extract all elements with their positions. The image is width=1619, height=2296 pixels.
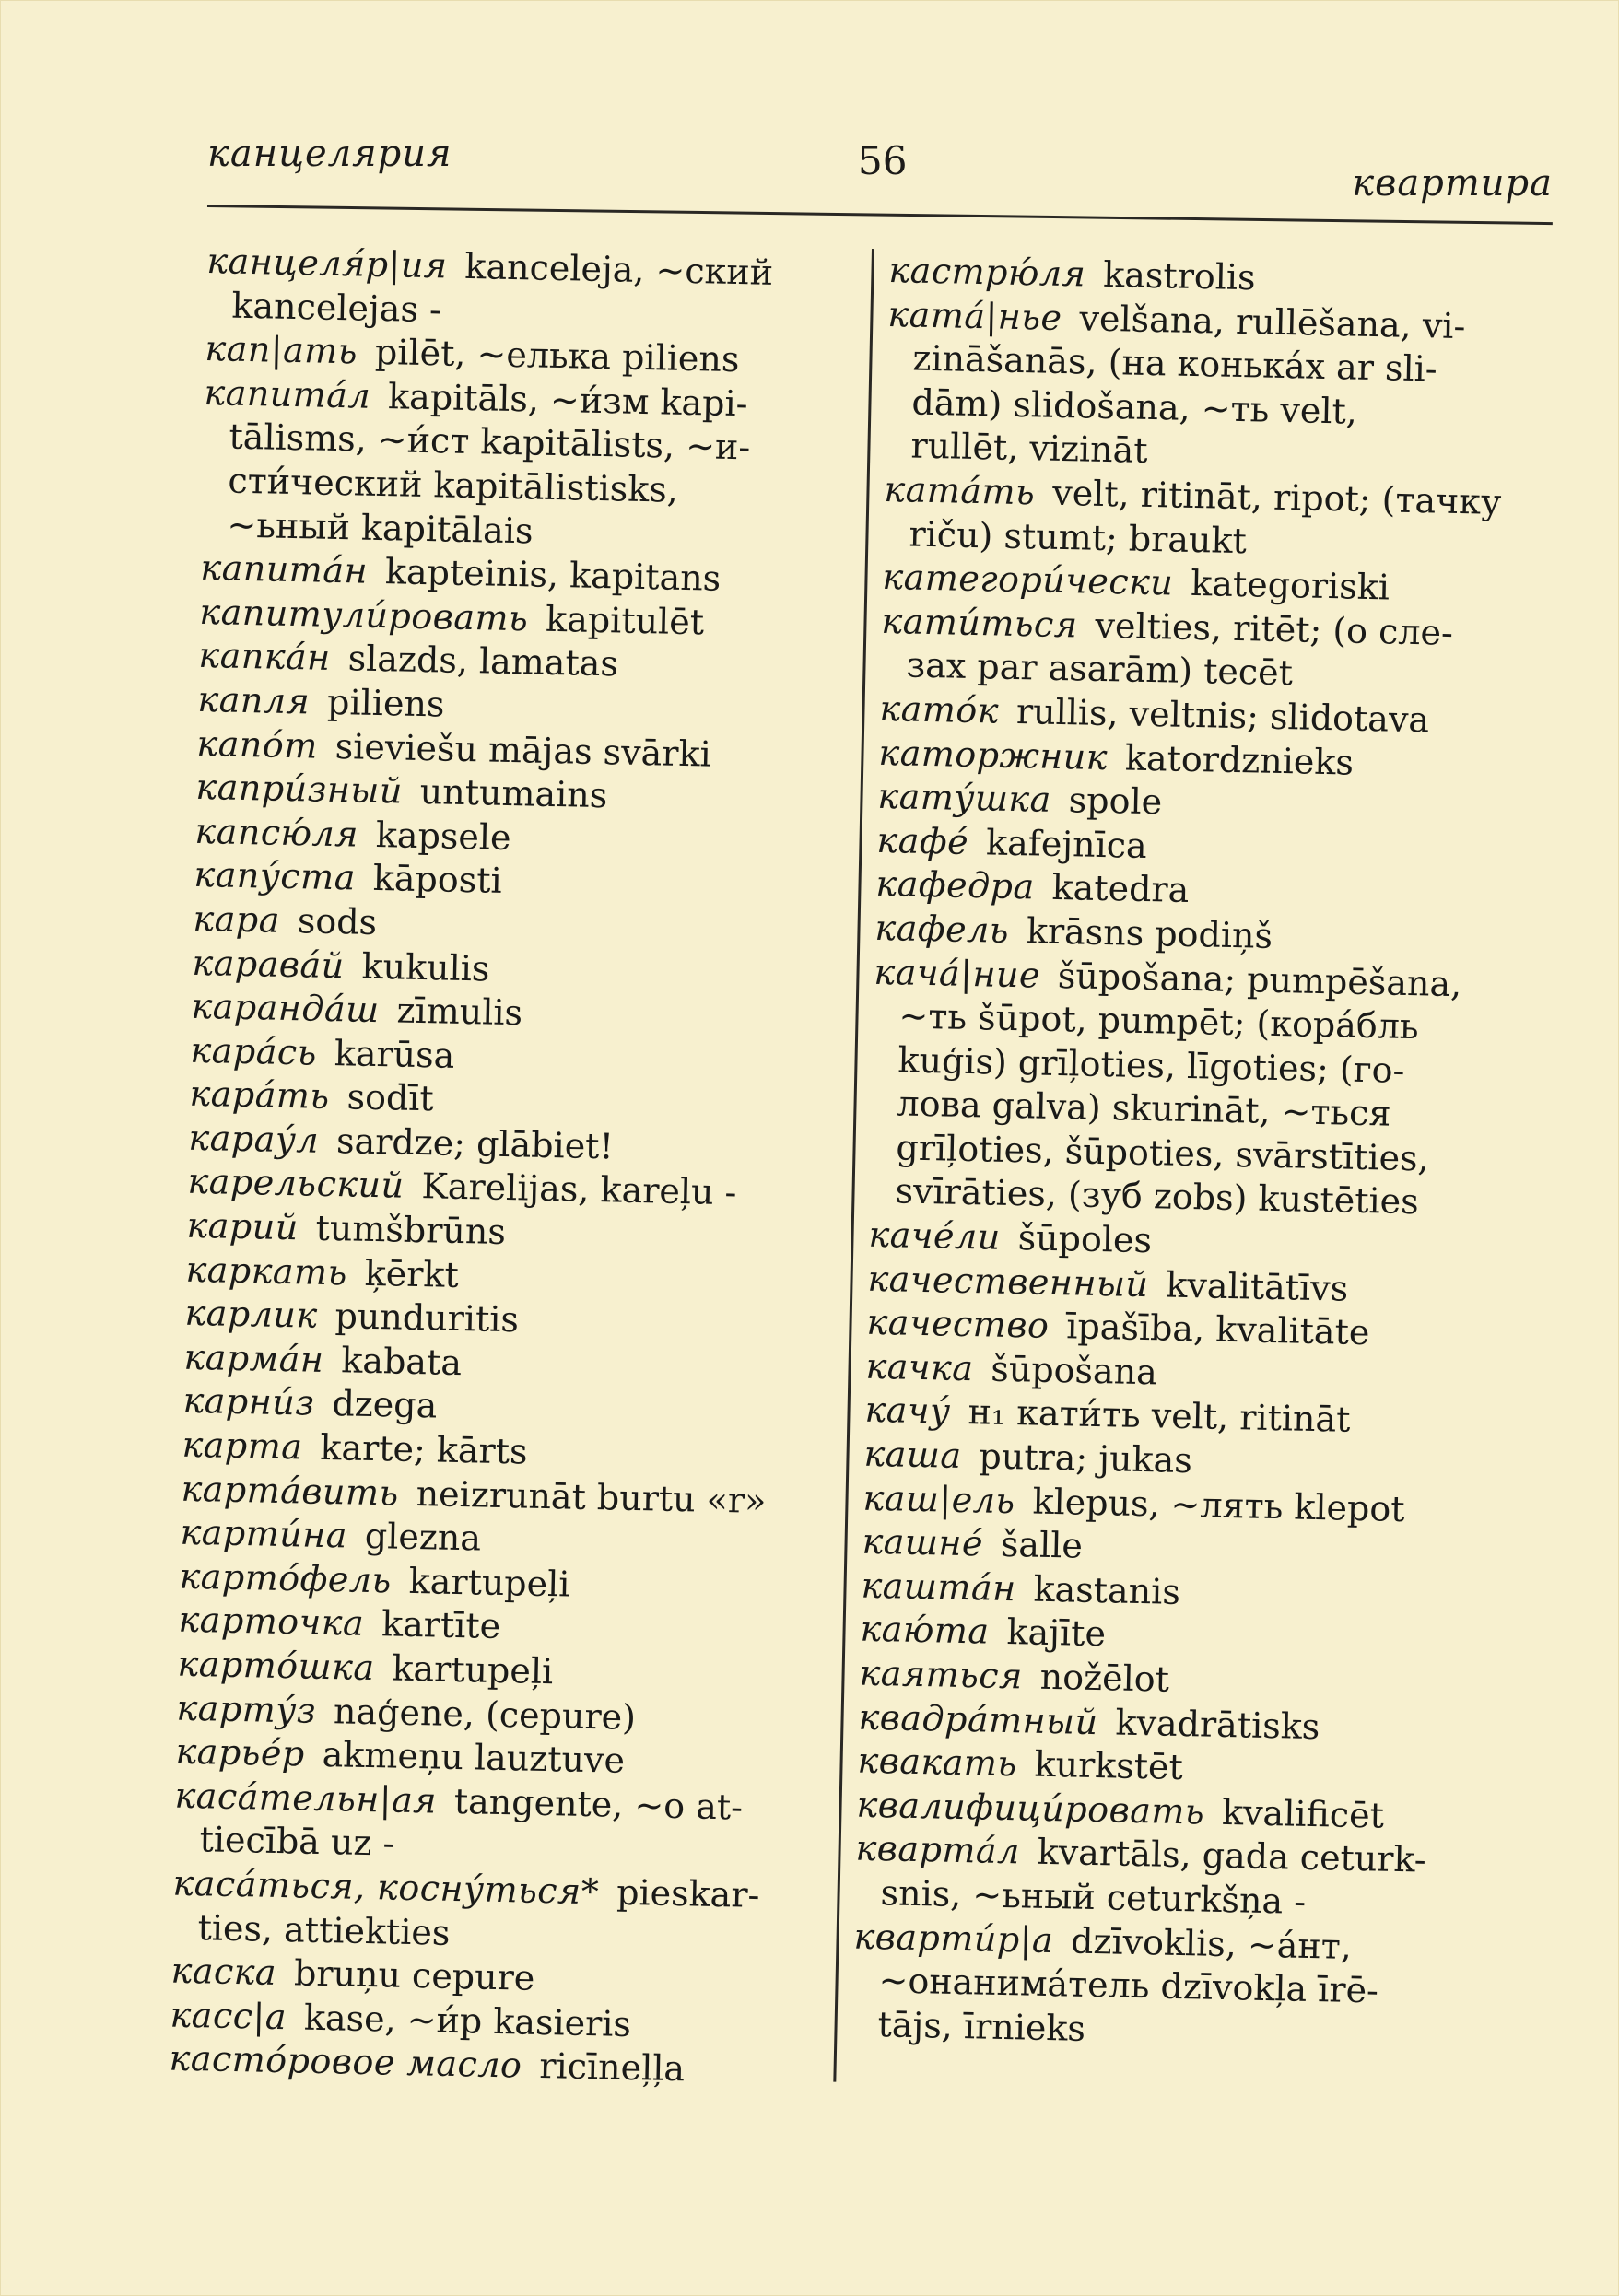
translation: kvalificēt [1221, 1791, 1385, 1836]
headword: каша [863, 1433, 963, 1476]
translation: rullis, veltnis; slidotava [1015, 690, 1430, 741]
translation: piliens [326, 681, 445, 725]
headword: кара́ть [189, 1073, 331, 1118]
headword: капита́н [200, 547, 369, 592]
headword: карлик [184, 1292, 319, 1337]
headword: капля [197, 678, 311, 722]
headword: капитули́ровать [199, 591, 529, 639]
translation: svīrāties, (зуб zobs) kustēties [895, 1170, 1420, 1223]
headword: карти́на [180, 1511, 348, 1556]
headword: карни́з [182, 1380, 315, 1424]
headword: карава́й [192, 942, 346, 986]
page-number: 56 [858, 138, 908, 183]
translation: kategoriski [1190, 563, 1390, 608]
headword: каска [170, 1950, 277, 1994]
headword: качество [866, 1301, 1050, 1347]
translation: kastanis [1033, 1568, 1181, 1612]
translation: kancelejas - [231, 285, 442, 330]
translation: riču) stumt; braukt [909, 513, 1248, 561]
headword: качу́ [864, 1389, 952, 1433]
headword: категори́чески [882, 556, 1174, 603]
headword: каранда́ш [191, 985, 381, 1031]
header-first-word: канцелярия [207, 133, 452, 175]
headword: каса́тельн|ая [174, 1775, 438, 1822]
translation: zināšanās, (на конька́х ar sli- [912, 337, 1438, 390]
translation: katordznieks [1124, 737, 1355, 783]
translation: kāposti [372, 858, 503, 902]
translation: kapteinis, kapitans [384, 551, 722, 599]
translation: šūpošana; pumpēšana, [1057, 955, 1462, 1004]
headword: карау́л [188, 1117, 320, 1161]
translation: kanceleja, ~ский [463, 245, 774, 293]
headword: каю́та [860, 1609, 991, 1653]
headword: качественный [867, 1258, 1149, 1305]
translation: karte; kārts [319, 1426, 528, 1472]
translation: kvartāls, gada ceturk- [1037, 1832, 1427, 1880]
translation: nožēlot [1039, 1656, 1170, 1700]
headword: кашта́н [861, 1564, 1017, 1610]
headword: кап|ать [205, 328, 358, 372]
headword: капита́л [204, 371, 371, 416]
translation: Karelijas, kareļu - [421, 1166, 737, 1213]
translation: sieviešu mājas svārki [334, 725, 712, 775]
translation: akmeņu lauztuve [322, 1734, 626, 1782]
headword: кафе́ [876, 819, 969, 862]
translation: ricīneļļa [538, 2045, 686, 2090]
headword: кварти́р|а [853, 1915, 1054, 1961]
translation: krāsns podiņš [1026, 910, 1273, 956]
translation: лова galva) skurināt, ~ться [897, 1083, 1391, 1134]
translation: sardze; glābiet! [335, 1120, 615, 1167]
headword: кастрю́ля [888, 249, 1086, 295]
headword: карто́шка [177, 1643, 375, 1689]
translation: putra; jukas [979, 1435, 1193, 1482]
headword: каш|ель [862, 1477, 1016, 1521]
translation: spole [1068, 779, 1163, 823]
translation: kafejnīca [985, 822, 1148, 866]
translation: ~ть šūpot, pumpēt; (кора́бль [898, 995, 1420, 1048]
translation: slazds, lamatas [347, 638, 619, 685]
translation: velt, ritināt, ripot; (тачку [1051, 472, 1502, 522]
translation: н₁ кати́ть velt, ritināt [968, 1391, 1351, 1441]
translation: kastrolis [1102, 253, 1257, 299]
translation: kurkstēt [1034, 1743, 1184, 1788]
headword: като́к [879, 687, 1000, 732]
translation: kuģis) grīļoties, līgoties; (го- [897, 1039, 1405, 1091]
translation: tiecībā uz - [199, 1819, 395, 1865]
headword: карто́фель [179, 1555, 393, 1601]
headword: капо́т [196, 722, 319, 767]
translation: сти́ческий kapitālistisks, [228, 460, 679, 510]
header-last-word: квартира [1352, 162, 1553, 205]
translation: kukulis [361, 945, 490, 990]
headword: качка [865, 1345, 974, 1389]
headword: карма́н [183, 1336, 324, 1380]
translation: зах par asarām) tecēt [906, 644, 1294, 694]
translation: šalle [1000, 1524, 1084, 1566]
translation: dām) slidošana, ~ть velt, [911, 381, 1358, 432]
translation: kapitulēt [545, 598, 705, 643]
headword: карье́р [175, 1730, 306, 1775]
headword: кварта́л [855, 1827, 1021, 1872]
headword: карта [182, 1423, 303, 1468]
headword: каче́ли [868, 1213, 1002, 1258]
headword: кафель [874, 907, 1010, 951]
headword: капри́зный [195, 766, 404, 812]
translation: kvadrātisks [1115, 1702, 1320, 1747]
headword: каса́ться, косну́ться* [172, 1862, 600, 1913]
translation: klepus, ~лять klepot [1032, 1481, 1405, 1529]
headword: карий [186, 1204, 299, 1248]
headword: кашне́ [862, 1520, 984, 1564]
translation: velties, ritēt; (о сле- [1095, 604, 1454, 653]
translation: kapsele [375, 814, 512, 858]
translation: kapitāls, ~и́зм kapi- [387, 375, 748, 425]
translation: tumšbrūns [315, 1207, 507, 1253]
translation: pilēt, ~елька piliens [374, 332, 740, 381]
translation: kartupeļi [392, 1647, 554, 1693]
translation: kvalitātīvs [1165, 1264, 1349, 1309]
headword: канцеля́р|ия [206, 240, 448, 287]
headword: каторжник [878, 732, 1109, 778]
translation: īpašība, kvalitāte [1065, 1306, 1370, 1353]
translation: šūpošana [990, 1348, 1158, 1393]
page-header [207, 129, 1553, 230]
translation: naģene, (cepure) [333, 1690, 637, 1738]
headword: кату́шка [877, 775, 1052, 820]
headword: кати́ться [881, 600, 1078, 646]
translation: bruņu cepure [293, 1952, 535, 1999]
translation: rullēt, vizināt [910, 425, 1148, 472]
header-rule [207, 205, 1553, 225]
headword: касто́ровое масло [169, 2037, 522, 2086]
translation: dzīvoklis, ~а́нт, [1070, 1920, 1353, 1967]
translation: dzega [332, 1383, 438, 1426]
translation: ķērkt [364, 1252, 460, 1295]
headword: квадра́тный [858, 1696, 1099, 1742]
headword: кара [193, 897, 281, 941]
headword: квалифици́ровать [856, 1784, 1205, 1833]
translation: šūpoles [1017, 1217, 1153, 1261]
translation: velšana, rullēšana, vi- [1079, 297, 1466, 346]
translation: sods [297, 900, 378, 943]
right-column [851, 249, 1553, 2060]
translation: katedra [1051, 867, 1190, 911]
translation: glezna [364, 1516, 482, 1559]
headword: кара́сь [190, 1029, 318, 1073]
translation: tājs, īrnieks [877, 2003, 1086, 2049]
translation: untumains [419, 771, 608, 816]
translation: punduritis [334, 1295, 520, 1341]
translation: grīļoties, šūpoties, svārstīties, [896, 1127, 1430, 1179]
headword: карточка [178, 1599, 365, 1645]
translation: kartīte [381, 1603, 501, 1647]
translation: karūsa [334, 1032, 455, 1076]
headword: кача́|ние [874, 951, 1041, 996]
translation: snis, ~ьный ceturkšņa - [880, 1872, 1307, 1922]
translation: kase, ~и́р kasieris [303, 1997, 632, 2044]
headword: каяться [859, 1652, 1024, 1697]
headword: карта́вить [181, 1468, 400, 1514]
headword: карту́з [176, 1687, 317, 1731]
headword: каркать [185, 1248, 348, 1294]
translation: neizrunāt burtu «r» [416, 1472, 767, 1521]
translation: tālisms, ~и́ст kapitālists, ~и- [229, 416, 751, 468]
headword: капсю́ля [194, 810, 359, 855]
translation: ~ьный kapitālais [227, 504, 534, 552]
translation: kartupeļi [408, 1560, 570, 1605]
headword: карельский [187, 1161, 405, 1207]
translation: ~онанима́тель dzīvokļa īrē- [878, 1960, 1379, 2011]
headword: ката́|нье [887, 293, 1062, 338]
translation: tangente, ~о at- [453, 1780, 744, 1828]
headword: касс|а [170, 1994, 287, 2037]
translation: kajīte [1006, 1611, 1107, 1655]
headword: капу́ста [194, 854, 357, 898]
headword: капка́н [198, 635, 332, 679]
translation: zīmulis [396, 990, 523, 1034]
translation: kabata [340, 1340, 463, 1383]
left-column [169, 240, 852, 2094]
translation: sodīt [346, 1076, 435, 1119]
headword: ката́ть [884, 468, 1036, 513]
headword: кафедра [875, 863, 1036, 908]
translation: ties, attiekties [197, 1906, 451, 1953]
translation: pieskar- [616, 1871, 760, 1915]
headword: квакать [857, 1740, 1018, 1785]
